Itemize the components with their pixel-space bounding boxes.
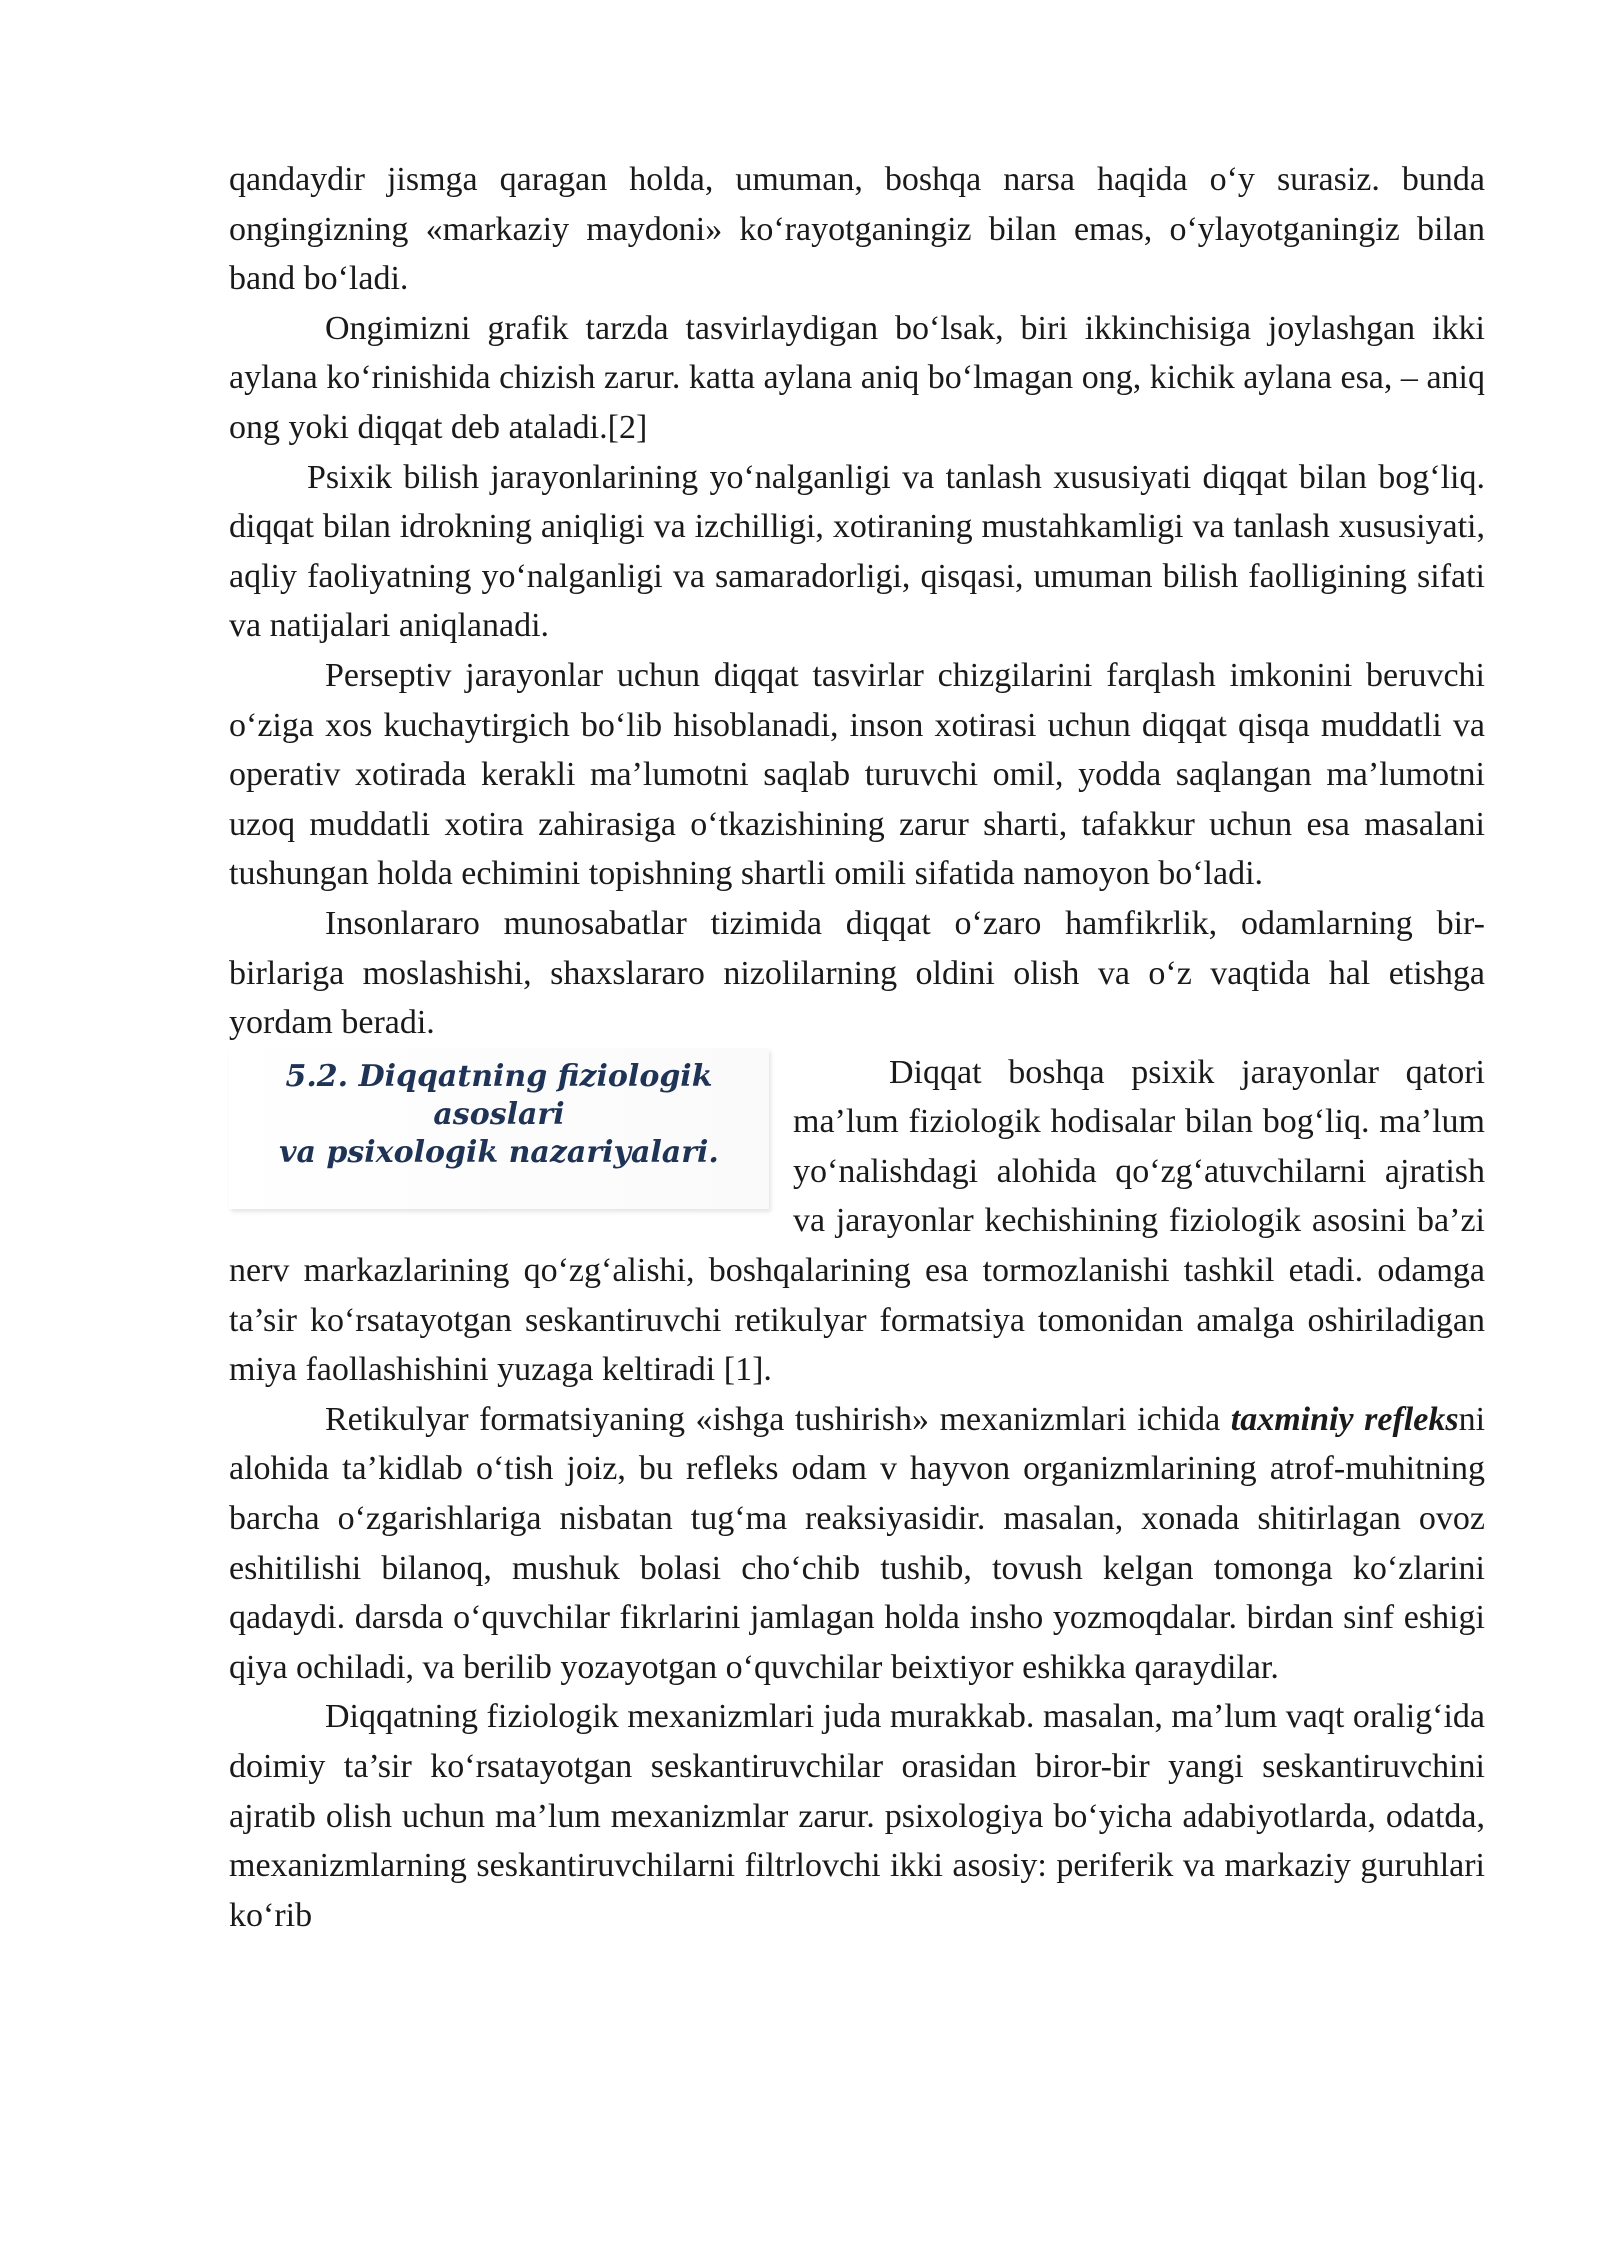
paragraph-6: Diqqat boshqa psixik jarayonlar qatori ma’lum fiziologik hodisalar bilan bog‘liq. ma’lum yo‘nalishdagi alohida qo‘zg‘atuvchilarni ajratish va jarayonlar kechishining fiziologik asosini ba’zi nerv markazlarining qo‘zg‘alishi, boshqalarining esa tormozlanishi tashkil etadi. odamga ta’sir ko‘rsatayotgan seskantiruvchi retikulyar formatsiya tomonidan amalga oshiriladigan miya faollashishini yuzaga keltiradi [1]. xyxy=(229,1053,1485,1389)
section-heading-image xyxy=(229,1048,769,1209)
paragraph-3: Psixik bilish jarayonlarining yo‘nalganligi va tanlash xususiyati diqqat bilan bog‘liq. diqqat bilan idrokning aniqligi va izchilligi, xotiraning mustahkamligi va tanlash xususiyati, aqliy faoliyatning yo‘nalganligi va samaradorligi, qisqasi, umuman bilish faolligining sifati va natijalari aniqlanadi. xyxy=(229,458,1485,645)
paragraph-5: Insonlararo munosabatlar tizimida diqqat o‘zaro hamfikrlik, odamlarning bir-birlariga moslashishi, shaxslararo nizolilarning oldini olish va o‘z vaqtida hal etishga yordam beradi. xyxy=(229,904,1485,1042)
term-taxminiy-refleks: taxminiy refleks xyxy=(1230,1400,1459,1438)
paragraph-1: qandaydir jismga qaragan holda, umuman, boshqa narsa haqida o‘y surasiz. bunda ongingizning «markaziy maydoni» ko‘rayotganingiz bilan emas, o‘ylayotganingiz bilan band bo‘ladi. xyxy=(229,161,1485,298)
section-heading-line-2: va psixologik nazariyalari. xyxy=(279,1134,719,1170)
paragraph-4: Perseptiv jarayonlar uchun diqqat tasvirlar chizgilarini farqlash imkonini beruvchi o‘ziga xos kuchaytirgich bo‘lib hisoblanadi, inson xotirasi uchun diqqat qisqa muddatli va operativ xotirada kerakli ma’lumotni saqlab turuvchi omil, yodda saqlangan ma’lumotni uzoq muddatli xotira zahirasiga o‘tkazishining zarur sharti, tafakkur uchun esa masalani tushungan holda echimini topishning shartli omili sifatida namoyon bo‘ladi. xyxy=(229,656,1485,893)
section-heading-line-1: 5.2. Diqqatning fiziologik asoslari xyxy=(285,1058,713,1132)
paragraph-2: Ongimizni grafik tarzda tasvirlaydigan bo‘lsak, biri ikkinchisiga joylashgan ikki aylana ko‘rinishida chizish zarur. katta aylana aniq bo‘lmagan ong, kichik aylana esa, – aniq ong yoki diqqat deb ataladi.[2] xyxy=(229,309,1485,446)
paragraph-7-text-end: ni alohida ta’kidlab o‘tish joiz, bu refleks odam v hayvon organizmlarining atrof-muhitning barcha o‘zgarishlariga nisbatan tug‘ma reaksiyasidir. masalan, xonada shitirlagan ovoz eshitilishi bilanoq, mushuk bolasi cho‘chib tushib, tovush kelgan tomonga ko‘zlarini qadaydi. darsda o‘quvchilar fikrlarini jamlagan holda insho yozmoqdalar. birdan sinf eshigi qiya ochiladi, va berilib yozayotgan o‘quvchilar beixtiyor eshikka qaraydilar. xyxy=(229,1400,1486,1686)
document-page xyxy=(229,155,1485,1940)
paragraph-8: Diqqatning fiziologik mexanizmlari juda murakkab. masalan, ma’lum vaqt oralig‘ida doimiy ta’sir ko‘rsatayotgan seskantiruvchilar orasidan biror-bir yangi seskantiruvchini ajratib olish uchun ma’lum mexanizmlar zarur. psixologiya bo‘yicha adabiyotlarda, odatda, mexanizmlarning seskantiruvchilarni filtrlovchi ikki asosiy: periferik va markaziy guruhlari ko‘rib xyxy=(229,1698,1485,1934)
paragraph-7-text-start: Retikulyar formatsiyaning «ishga tushirish» mexanizmlari ichida xyxy=(325,1400,1231,1438)
paragraph-7 xyxy=(229,1395,1485,1693)
